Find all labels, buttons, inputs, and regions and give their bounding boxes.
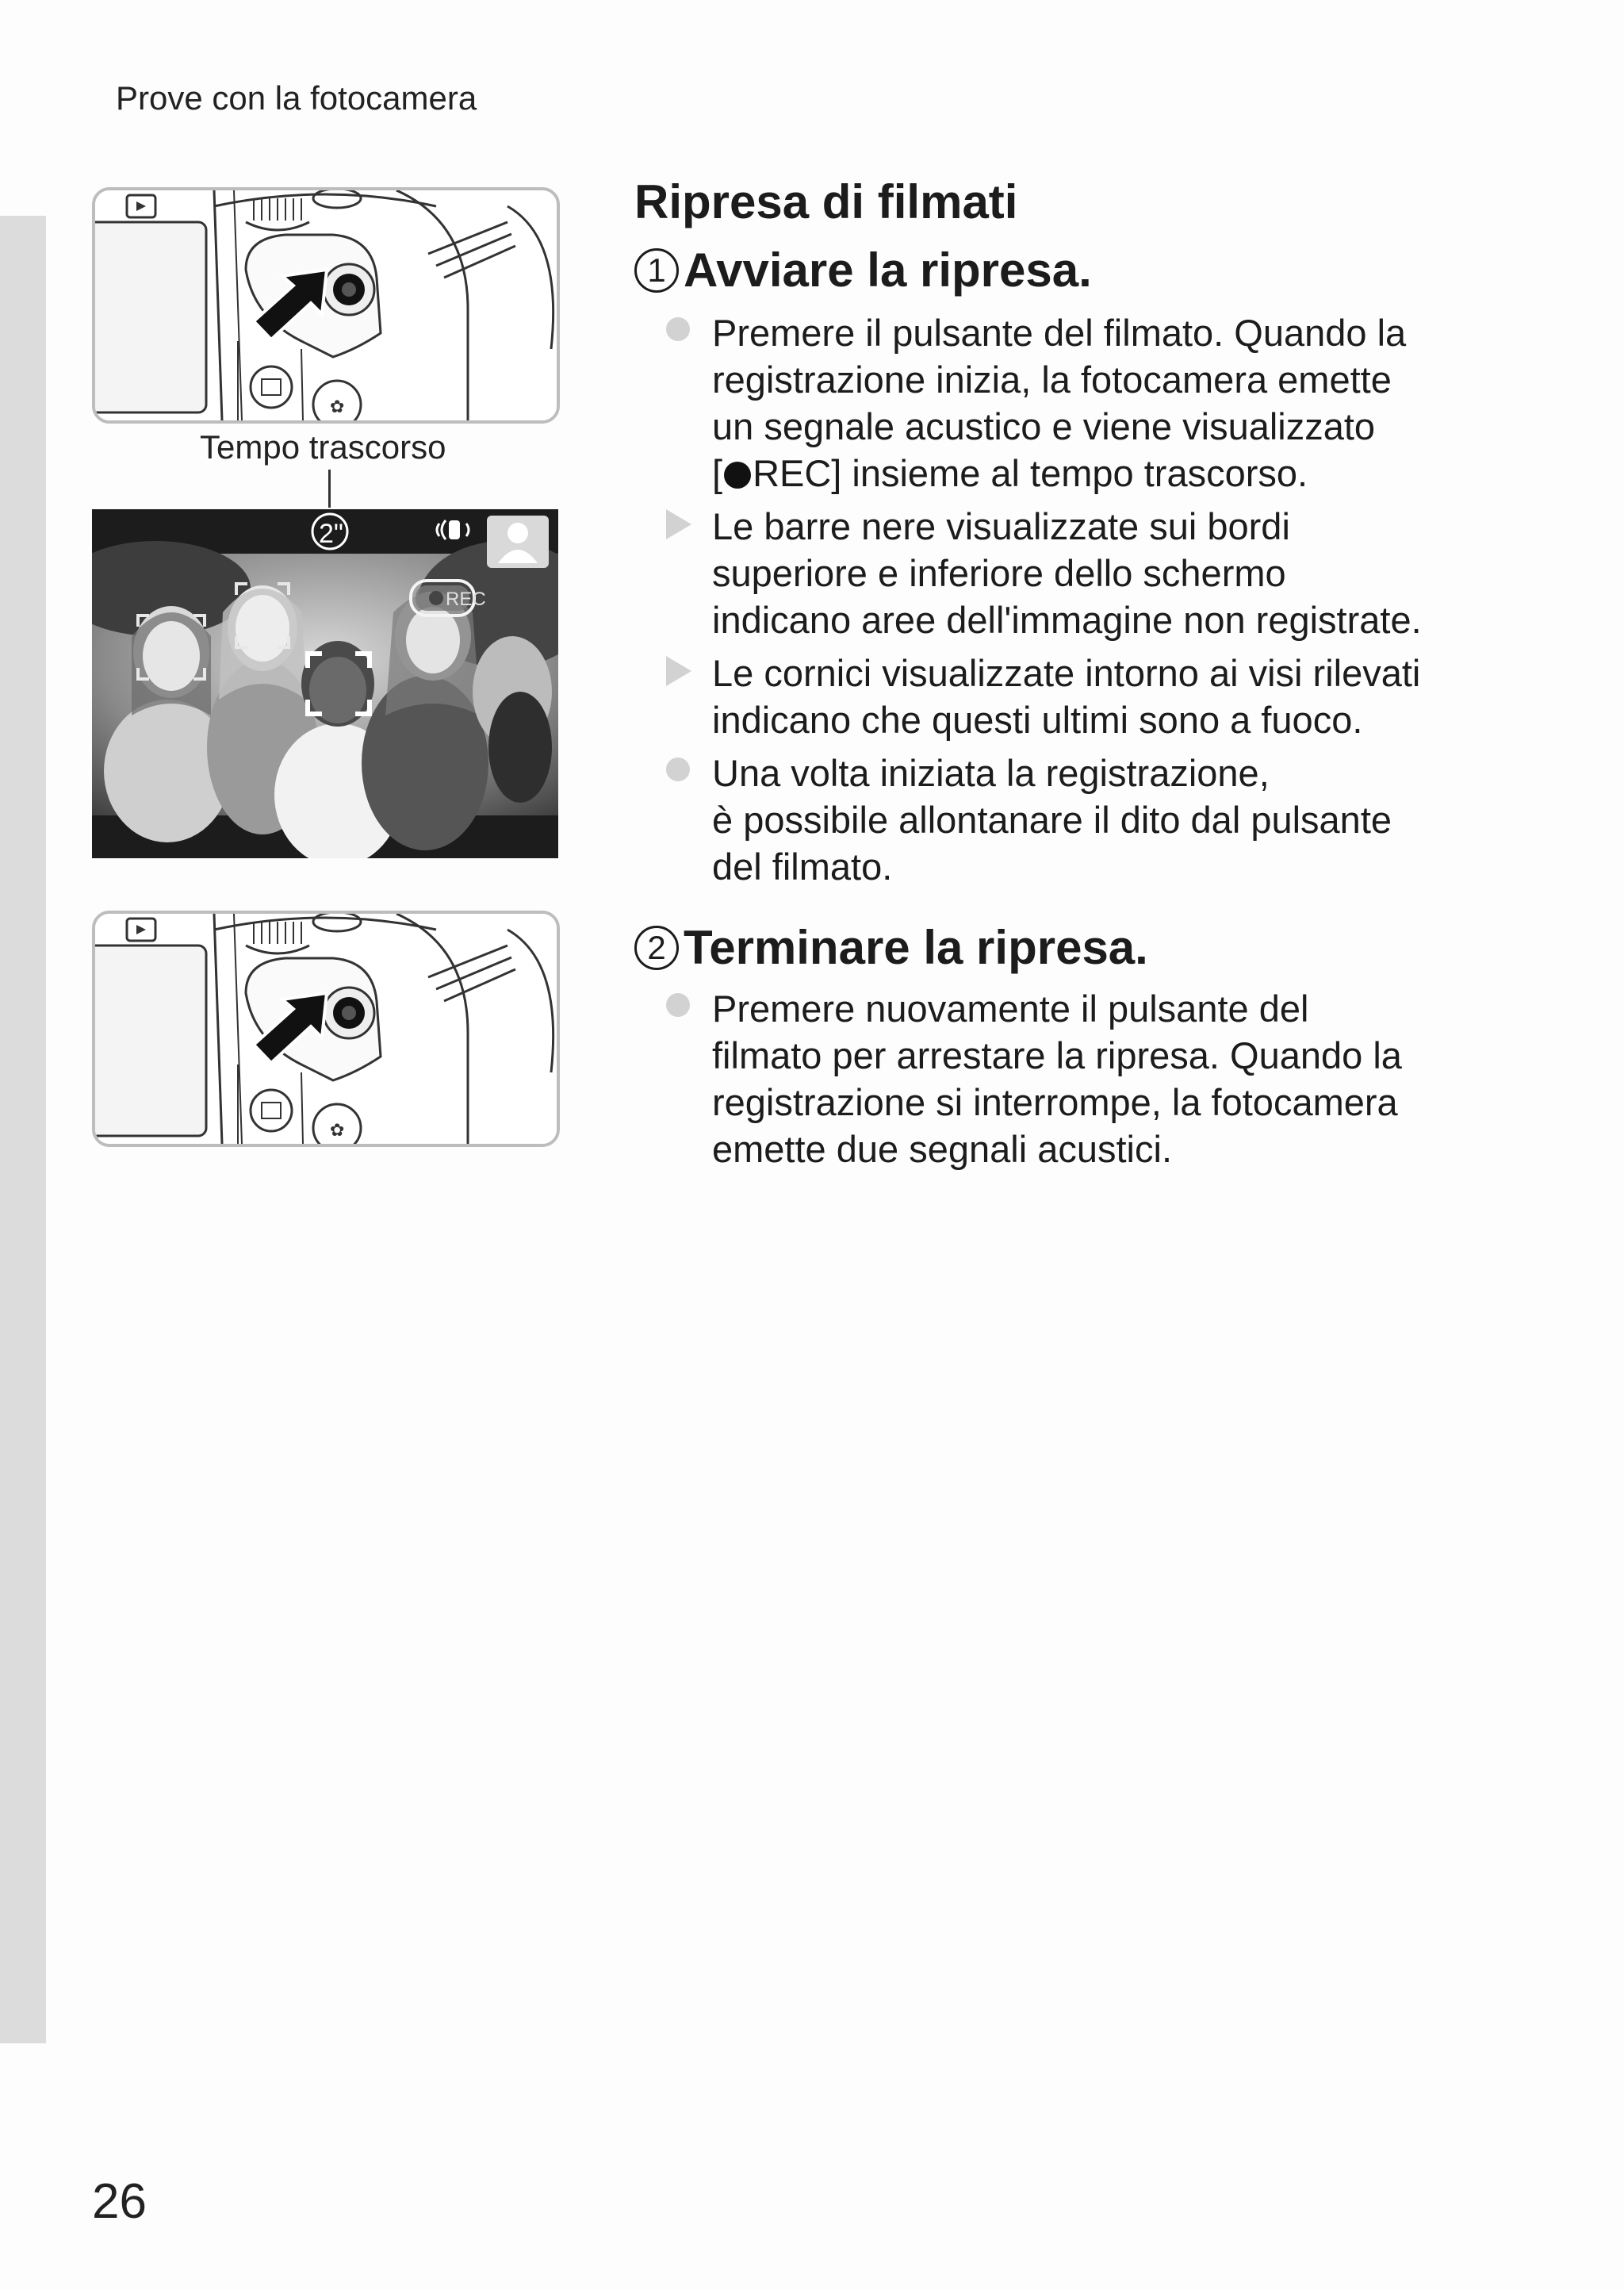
text-line: Premere il pulsante del filmato. Quando la bbox=[712, 312, 1407, 354]
bullet-dot-icon bbox=[666, 317, 690, 341]
svg-text:✿: ✿ bbox=[330, 397, 345, 417]
text-line: emette due segnali acustici. bbox=[712, 1128, 1172, 1170]
result-triangle-icon bbox=[666, 509, 691, 539]
step-1-heading bbox=[634, 243, 1092, 297]
text-line: Premere nuovamente il pulsante del bbox=[712, 988, 1309, 1030]
svg-text:✿: ✿ bbox=[330, 1121, 345, 1141]
page-number: 26 bbox=[92, 2174, 147, 2229]
camera-illustration-start bbox=[92, 187, 560, 424]
step-title: Avviare la ripresa. bbox=[684, 244, 1092, 297]
text-line: Le cornici visualizzate intorno ai visi rilevati bbox=[712, 652, 1421, 694]
list-item bbox=[666, 309, 1491, 497]
list-item bbox=[666, 750, 1491, 890]
section-header: Prove con la fotocamera bbox=[116, 79, 477, 117]
caption-leader-line bbox=[328, 470, 331, 508]
rec-text-line: [ REC] insieme al tempo trascorso. bbox=[712, 452, 1308, 494]
result-triangle-icon bbox=[666, 656, 691, 686]
step-title: Terminare la ripresa. bbox=[684, 921, 1148, 974]
list-item bbox=[666, 985, 1491, 1172]
side-bar bbox=[0, 216, 46, 2043]
text-line: superiore e inferiore dello schermo bbox=[712, 552, 1286, 594]
list-item bbox=[666, 650, 1491, 743]
camera-illustration-stop bbox=[92, 911, 560, 1147]
rec-label: REC bbox=[446, 589, 486, 610]
record-dot-icon bbox=[724, 462, 751, 489]
text-line: è possibile allontanare il dito dal pulsante bbox=[712, 799, 1392, 841]
elapsed-time-value: 2" bbox=[319, 519, 343, 549]
text-line: un segnale acustico e viene visualizzato bbox=[712, 405, 1376, 447]
step-number-badge: 2 bbox=[634, 926, 679, 970]
text-line: registrazione inizia, la fotocamera emette bbox=[712, 359, 1392, 401]
step-number-badge: 1 bbox=[634, 248, 679, 293]
text-line: Le barre nere visualizzate sui bordi bbox=[712, 505, 1290, 547]
step-2-instructions bbox=[666, 985, 1491, 1179]
list-item bbox=[666, 503, 1491, 643]
elapsed-time-caption: Tempo trascorso bbox=[200, 428, 446, 466]
text-line: indicano aree dell'immagine non registrate. bbox=[712, 599, 1422, 641]
portrait-mode-icon bbox=[487, 516, 549, 568]
bullet-dot-icon bbox=[666, 758, 690, 781]
section-title: Ripresa di filmati bbox=[634, 175, 1018, 228]
bullet-dot-icon bbox=[666, 993, 690, 1017]
text-line: registrazione si interrompe, la fotocamera bbox=[712, 1081, 1398, 1123]
step-2-heading bbox=[634, 920, 1148, 975]
text-line: Una volta iniziata la registrazione, bbox=[712, 752, 1270, 794]
text-line: indicano che questi ultimi sono a fuoco. bbox=[712, 699, 1363, 741]
step-1-instructions bbox=[666, 309, 1491, 896]
movie-screen-preview bbox=[92, 509, 558, 858]
text-line: filmato per arrestare la ripresa. Quando la bbox=[712, 1034, 1402, 1076]
text-line: del filmato. bbox=[712, 846, 893, 888]
